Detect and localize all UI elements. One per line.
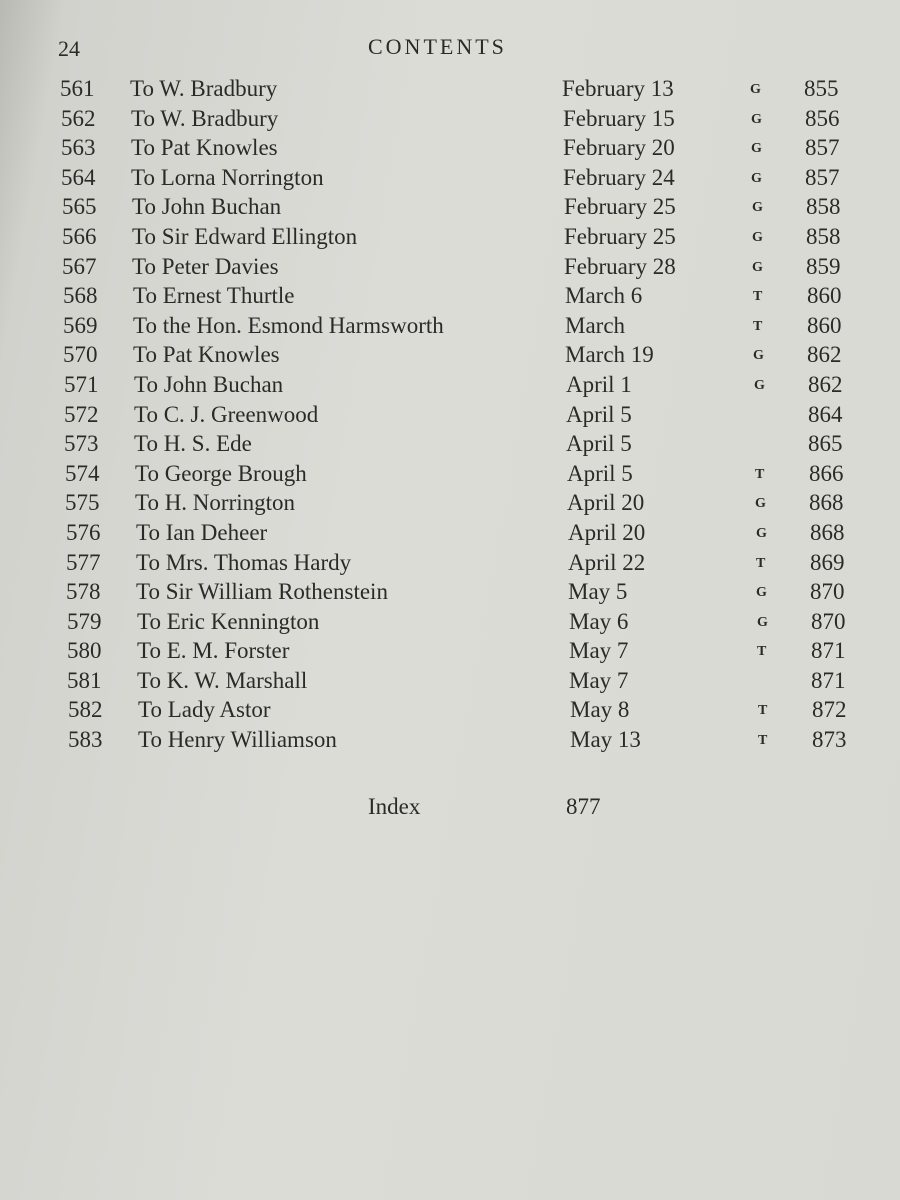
letter-number: 582 [68, 697, 103, 723]
letter-page-number: 860 [807, 283, 842, 309]
letter-date: May 5 [568, 579, 628, 605]
letter-number: 566 [62, 223, 97, 249]
letter-source-code: G [752, 229, 764, 245]
letter-date: March 19 [565, 342, 654, 368]
letter-number: 573 [64, 431, 99, 457]
letter-source-code: G [756, 585, 768, 601]
letter-recipient: To Lady Astor [138, 697, 271, 723]
contents-row [68, 697, 868, 727]
contents-row [66, 520, 866, 550]
letter-date: April 1 [566, 371, 632, 397]
letter-source-code: G [755, 496, 767, 512]
letter-number: 565 [62, 194, 97, 220]
contents-row [65, 490, 865, 520]
contents-row [63, 283, 863, 313]
letter-date: March 6 [565, 283, 643, 309]
letter-number: 561 [60, 76, 95, 101]
letter-date: May 7 [569, 638, 629, 664]
letter-page-number: 856 [805, 105, 840, 131]
letter-page-number: 866 [809, 460, 844, 486]
contents-row [64, 372, 864, 402]
letter-page-number: 858 [806, 223, 841, 249]
contents-row [62, 254, 862, 284]
letter-page-number: 860 [807, 312, 842, 338]
letter-recipient: To K. W. Marshall [137, 667, 308, 693]
letter-date: February 13 [562, 76, 674, 101]
letter-recipient: To Mrs. Thomas Hardy [136, 549, 352, 575]
letter-number: 579 [67, 608, 102, 634]
letter-page-number: 857 [805, 164, 840, 190]
letter-date: April 20 [568, 519, 646, 545]
contents-row [61, 135, 861, 165]
letter-date: February 24 [563, 164, 675, 190]
letter-recipient: To Sir Edward Ellington [132, 223, 358, 249]
contents-row [61, 165, 861, 195]
contents-row [67, 609, 867, 639]
letter-page-number: 868 [809, 490, 844, 516]
letter-number: 581 [67, 667, 102, 693]
letter-recipient: To John Buchan [134, 371, 284, 397]
letter-number: 583 [68, 727, 103, 753]
letter-source-code: T [758, 703, 769, 719]
letter-number: 563 [61, 135, 96, 161]
letter-page-number: 859 [806, 253, 841, 279]
letter-source-code: G [757, 614, 769, 630]
letter-page-number: 870 [810, 579, 845, 605]
letter-number: 578 [66, 579, 101, 605]
letter-page-number: 855 [804, 76, 839, 101]
contents-row [66, 579, 866, 609]
letter-recipient: To Pat Knowles [133, 342, 280, 368]
letter-number: 572 [64, 401, 99, 427]
letter-recipient: To Ernest Thurtle [133, 283, 295, 309]
letter-number: 575 [65, 490, 100, 516]
letter-source-code: T [755, 466, 766, 482]
contents-list [60, 76, 860, 757]
letter-page-number: 862 [807, 342, 842, 368]
letter-recipient: To H. S. Ede [134, 431, 252, 457]
letter-source-code: T [753, 289, 764, 305]
letter-page-number: 872 [812, 697, 847, 723]
index-page-number: 877 [566, 794, 601, 819]
letter-source-code: T [753, 318, 764, 334]
contents-row [63, 313, 863, 343]
letter-number: 571 [64, 371, 99, 397]
letter-page-number: 869 [810, 549, 845, 575]
letter-recipient: To Henry Williamson [138, 727, 337, 753]
letter-recipient: To Pat Knowles [131, 135, 278, 161]
letter-recipient: To W. Bradbury [130, 76, 278, 101]
letter-number: 574 [65, 460, 100, 486]
letter-number: 567 [62, 253, 97, 279]
letter-recipient: To Eric Kennington [137, 608, 320, 634]
letter-source-code: G [750, 82, 762, 97]
contents-row [64, 431, 864, 461]
contents-row [68, 727, 868, 757]
contents-row [63, 342, 863, 372]
letter-number: 580 [67, 638, 102, 664]
letter-recipient: To the Hon. Esmond Harmsworth [133, 312, 444, 338]
page-number: 24 [58, 36, 80, 61]
letter-date: April 20 [567, 490, 645, 516]
letter-source-code: G [756, 525, 768, 541]
letter-number: 577 [66, 549, 101, 575]
contents-row [60, 76, 860, 106]
letter-page-number: 862 [808, 371, 843, 397]
letter-page-number: 858 [806, 194, 841, 220]
letter-date: May 7 [569, 667, 629, 693]
contents-row [66, 550, 866, 580]
index-label: Index [368, 794, 421, 819]
letter-recipient: To H. Norrington [135, 490, 296, 516]
letter-date: May 13 [570, 727, 641, 753]
letter-source-code: G [751, 111, 763, 127]
contents-row [65, 461, 865, 491]
letter-source-code: G [753, 348, 765, 364]
letter-recipient: To Peter Davies [132, 253, 279, 279]
letter-source-code: G [752, 200, 764, 216]
page-title: CONTENTS [368, 34, 507, 59]
letter-recipient: To Ian Deheer [136, 519, 268, 545]
letter-number: 569 [63, 312, 98, 338]
letter-page-number: 865 [808, 431, 843, 457]
contents-row [64, 402, 864, 432]
contents-row [67, 638, 867, 668]
letter-recipient: To John Buchan [132, 194, 282, 220]
contents-row [61, 106, 861, 136]
letter-page-number: 857 [805, 135, 840, 161]
letter-date: February 15 [563, 105, 675, 131]
letter-date: March [565, 312, 626, 338]
letter-source-code: G [751, 141, 763, 157]
letter-number: 562 [61, 105, 96, 131]
letter-number: 564 [61, 164, 96, 190]
letter-recipient: To E. M. Forster [137, 638, 290, 664]
letter-source-code: T [758, 733, 769, 749]
letter-number: 570 [63, 342, 98, 368]
letter-date: February 28 [564, 253, 676, 279]
letter-recipient: To George Brough [135, 460, 307, 486]
letter-date: February 20 [563, 135, 675, 161]
letter-page-number: 868 [810, 519, 845, 545]
contents-row [62, 224, 862, 254]
page-header [58, 30, 858, 66]
letter-source-code: T [756, 555, 767, 571]
letter-page-number: 871 [811, 638, 846, 664]
letter-date: February 25 [564, 194, 676, 220]
letter-recipient: To C. J. Greenwood [134, 401, 319, 427]
letter-date: May 6 [569, 608, 629, 634]
letter-recipient: To Lorna Norrington [131, 164, 324, 190]
letter-date: April 5 [566, 401, 632, 427]
letter-date: April 5 [566, 431, 632, 457]
letter-page-number: 871 [811, 667, 846, 693]
letter-page-number: 864 [808, 401, 843, 427]
letter-date: February 25 [564, 223, 676, 249]
contents-row [62, 194, 862, 224]
letter-number: 568 [63, 283, 98, 309]
letter-page-number: 873 [812, 727, 847, 753]
letter-date: May 8 [570, 697, 630, 723]
letter-source-code: G [754, 377, 766, 393]
letter-date: April 5 [567, 460, 633, 486]
letter-source-code: T [757, 644, 768, 660]
letter-page-number: 870 [811, 608, 846, 634]
letter-date: April 22 [568, 549, 646, 575]
letter-recipient: To Sir William Rothenstein [136, 579, 388, 605]
letter-recipient: To W. Bradbury [131, 105, 279, 131]
letter-number: 576 [66, 519, 101, 545]
letter-source-code: G [752, 259, 764, 275]
contents-row [67, 668, 867, 698]
letter-source-code: G [751, 170, 763, 186]
